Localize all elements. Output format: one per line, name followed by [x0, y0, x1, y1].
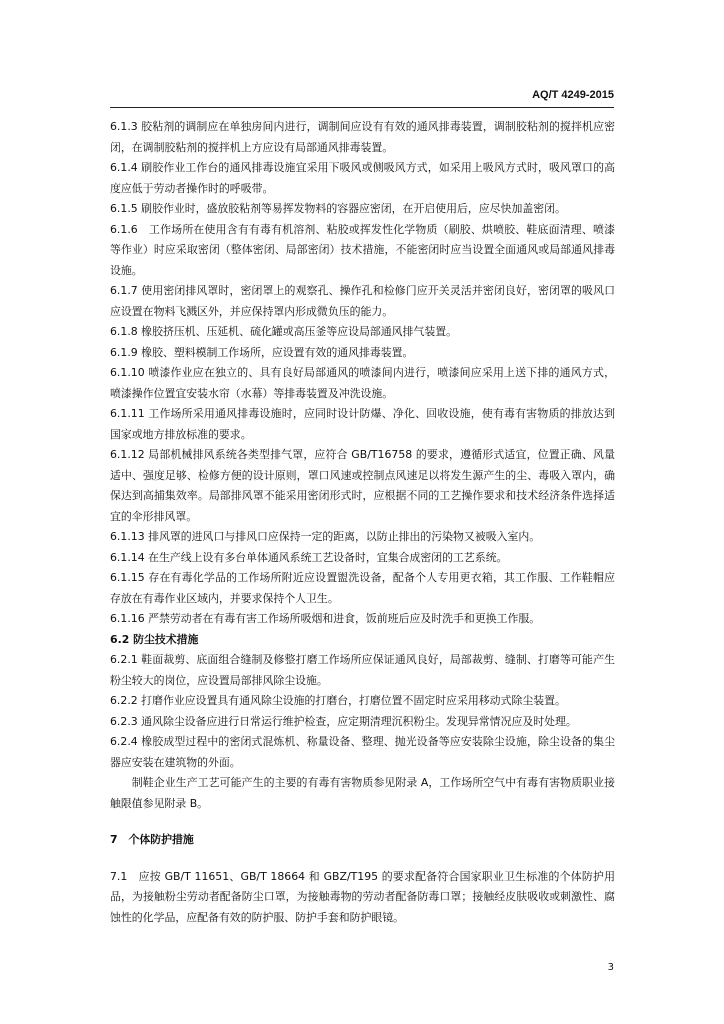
clause-6-1-11: 6.1.11 工作场所采用通风排毒设施时，应同时设计防爆、净化、回收设施，使有毒有害物质的排放达到国家或地方排放标准的要求。 [110, 407, 615, 441]
clause-7-1: 7.1 应按 GB/T 11651、GB/T 18664 和 GBZ/T195 的要求配备符合国家职业卫生标准的个体防护用品，为接触粉尘劳动者配备防尘口罩，为接触毒物的劳动者配备防毒口罩；接触经皮肤吸收或刺激性、腐蚀性的化学品，应配备有效的防护服、防护手套和防护眼镜。 [110, 869, 615, 924]
clause-6-1-7: 6.1.7 使用密闭排风罩时，密闭罩上的观察孔、操作孔和检修门应开关灵活并密闭良好，密闭罩的吸风口应设置在物料飞溅区外，并应保持罩内形成微负压的能力。 [110, 284, 615, 318]
clause-6-1-4: 6.1.4 刷胶作业工作台的通风排毒设施宜采用下吸风或侧吸风方式，如采用上吸风方式时，吸风罩口的高度应低于劳动者操作时的呼吸带。 [110, 161, 615, 195]
clause-6-1-9: 6.1.9 橡胶、塑料模制工作场所，应设置有效的通风排毒装置。 [110, 345, 414, 359]
appendix-note: 制鞋企业生产工艺可能产生的主要的有毒有害物质参见附录 A，工作场所空气中有毒有害物质职业接触限值参见附录 B。 [110, 776, 615, 810]
clause-6-1-13: 6.1.13 排风罩的进风口与排风口应保持一定的距离，以防止排出的污染物又被吸入室内。 [110, 530, 541, 543]
header-rule [110, 107, 614, 108]
page-content [110, 117, 615, 928]
clause-6-2-4: 6.2.4 橡胶成型过程中的密闭式混炼机、称量设备、整理、抛光设备等应安装除尘设施，除尘设备的集尘器应安装在建筑物的外面。 [110, 735, 615, 769]
clause-6-2-2: 6.2.2 打磨作业应设置具有通风除尘设施的打磨台，打磨位置不固定时应采用移动式除尘装置。 [110, 694, 566, 707]
subsection-title-6-2: 6.2 防尘技术措施 [110, 632, 199, 646]
clause-6-1-5: 6.1.5 刷胶作业时，盛放胶粘剂等易挥发物料的容器应密闭，在开启使用后，应尽快加盖密闭。 [110, 202, 566, 215]
clause-6-1-10: 6.1.10 喷漆作业应在独立的、具有良好局部通风的喷漆间内进行，喷漆间应采用上送下排的通风方式，喷漆操作位置宜安装水帘（水幕）等排毒装置及冲洗设施。 [110, 366, 615, 400]
standard-code: AQ/T 4249-2015 [532, 89, 614, 101]
clause-6-1-15: 6.1.15 存在有毒化学品的工作场所附近应设置盥洗设备，配备个人专用更衣箱，其工作服、工作鞋帽应存放在有毒作业区域内，并要求保持个人卫生。 [110, 571, 615, 605]
clause-6-2-3: 6.2.3 通风除尘设备应进行日常运行维护检查，应定期清理沉积粉尘。发现异常情况应及时处理。 [110, 714, 577, 728]
clause-6-1-8: 6.1.8 橡胶挤压机、压延机、硫化罐或高压釜等应设局部通风排气装置。 [110, 325, 458, 338]
clause-6-1-12: 6.1.12 局部机械排风系统各类型排气罩，应符合 GB/T16758 的要求，遵循形式适宜，位置正确、风量适中、强度足够、检修方便的设计原则，罩口风速或控制点风速足以将发生源产生的尘、毒吸入罩内，确保达到高捕集效率。局部排风罩不能采用密闭形式时，应根据不同的工艺操作要求和技术经济条件选择适宜的伞形排风罩。 [110, 448, 615, 523]
chapter-7-title: 7 个体防护措施 [110, 833, 194, 846]
clause-6-2-1: 6.2.1 鞋面裁剪、底面组合缝制及修整打磨工作场所应保证通风良好，局部裁剪、缝制、打磨等可能产生粉尘较大的岗位，应设置局部排风除尘设施。 [110, 653, 615, 687]
clause-6-1-14: 6.1.14 在生产线上设有多台单体通风系统工艺设备时，宜集合成密闭的工艺系统。 [110, 550, 508, 564]
page-number: 3 [607, 962, 614, 973]
clause-6-1-16: 6.1.16 严禁劳动者在有毒有害工作场所吸烟和进食，饭前班后应及时洗手和更换工作服。 [110, 612, 541, 625]
clause-6-1-6: 6.1.6 工作场所在使用含有有毒有机溶剂、粘胶或挥发性化学物质（刷胶、烘喷胶、鞋底面清理、喷漆等作业）时应采取密闭（整体密闭、局部密闭）技术措施，不能密闭时应当设置全面通风或局部通风排毒设施。 [110, 222, 615, 277]
clause-6-1-3: 6.1.3 胶粘剂的调制应在单独房间内进行，调制间应设有有效的通风排毒装置，调制胶粘剂的搅拌机应密闭，在调制胶粘剂的搅拌机上方应设有局部通风排毒装置。 [110, 120, 615, 154]
